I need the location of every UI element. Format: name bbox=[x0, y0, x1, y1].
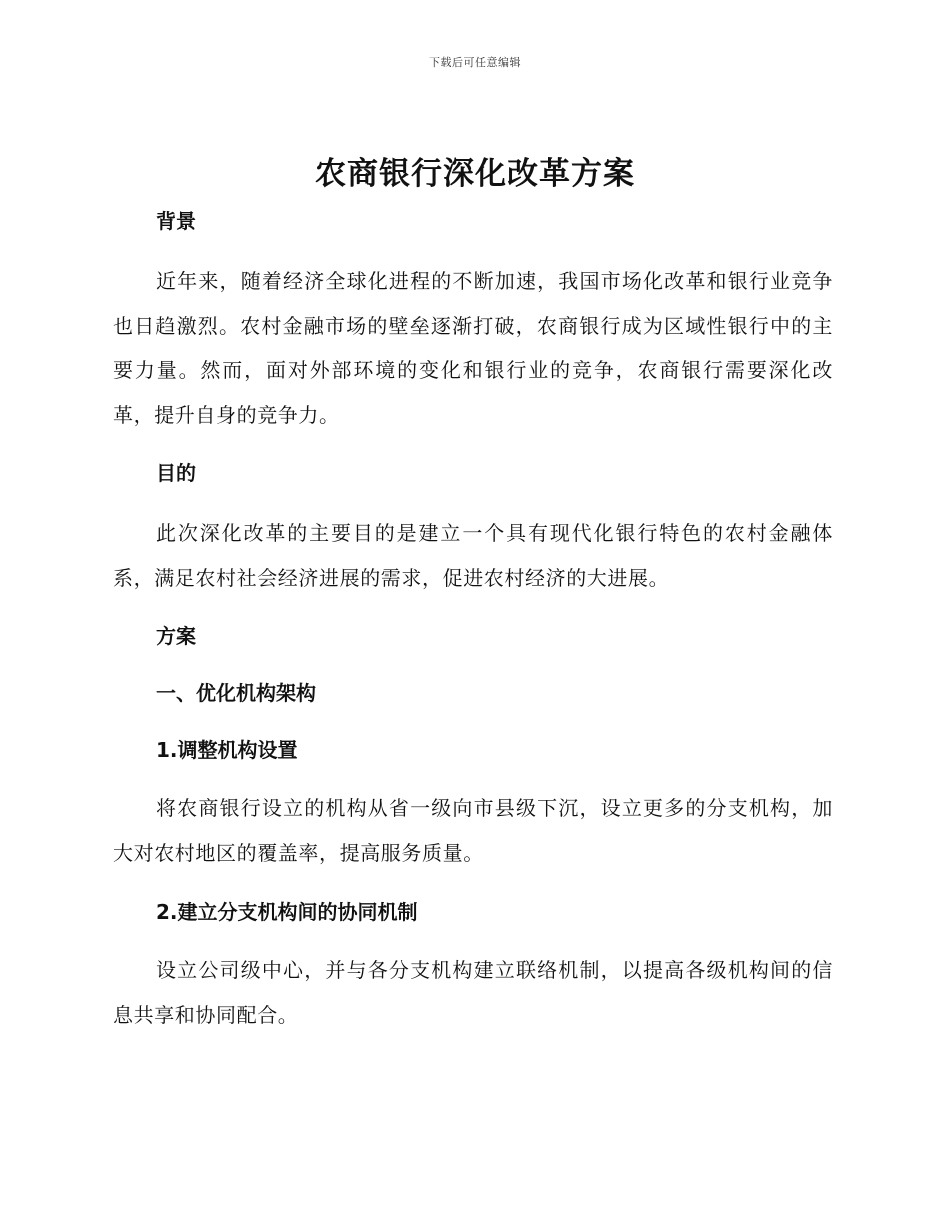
item1-heading: 1.调整机构设置 bbox=[156, 738, 298, 762]
header-note: 下载后可任意编辑 bbox=[429, 56, 521, 69]
item2-paragraph: 设立公司级中心，并与各分支机构建立联络机制，以提高各级机构间的信息共享和协同配合。 bbox=[113, 958, 833, 1027]
item1-paragraph: 将农商银行设立的机构从省一级向市县级下沉，设立更多的分支机构，加大对农村地区的覆盖率，提高服务质量。 bbox=[113, 796, 833, 865]
document-title: 农商银行深化改革方案 bbox=[315, 156, 635, 192]
background-heading: 背景 bbox=[156, 209, 196, 233]
background-paragraph: 近年来，随着经济全球化进程的不断加速，我国市场化改革和银行业竞争也日趋激烈。农村金融市场的壁垒逐渐打破，农商银行成为区域性银行中的主要力量。然而，面对外部环境的变化和银行业的竞争，农商银行需要深化改革，提升自身的竞争力。 bbox=[113, 269, 833, 427]
plan-subsection-heading: 一、优化机构架构 bbox=[156, 681, 316, 705]
purpose-paragraph: 此次深化改革的主要目的是建立一个具有现代化银行特色的农村金融体系，满足农村社会经济进展的需求，促进农村经济的大进展。 bbox=[113, 521, 833, 590]
purpose-heading: 目的 bbox=[156, 461, 196, 485]
document-body bbox=[113, 203, 833, 1037]
item2-heading: 2.建立分支机构间的协同机制 bbox=[156, 900, 418, 924]
plan-heading: 方案 bbox=[156, 624, 196, 648]
